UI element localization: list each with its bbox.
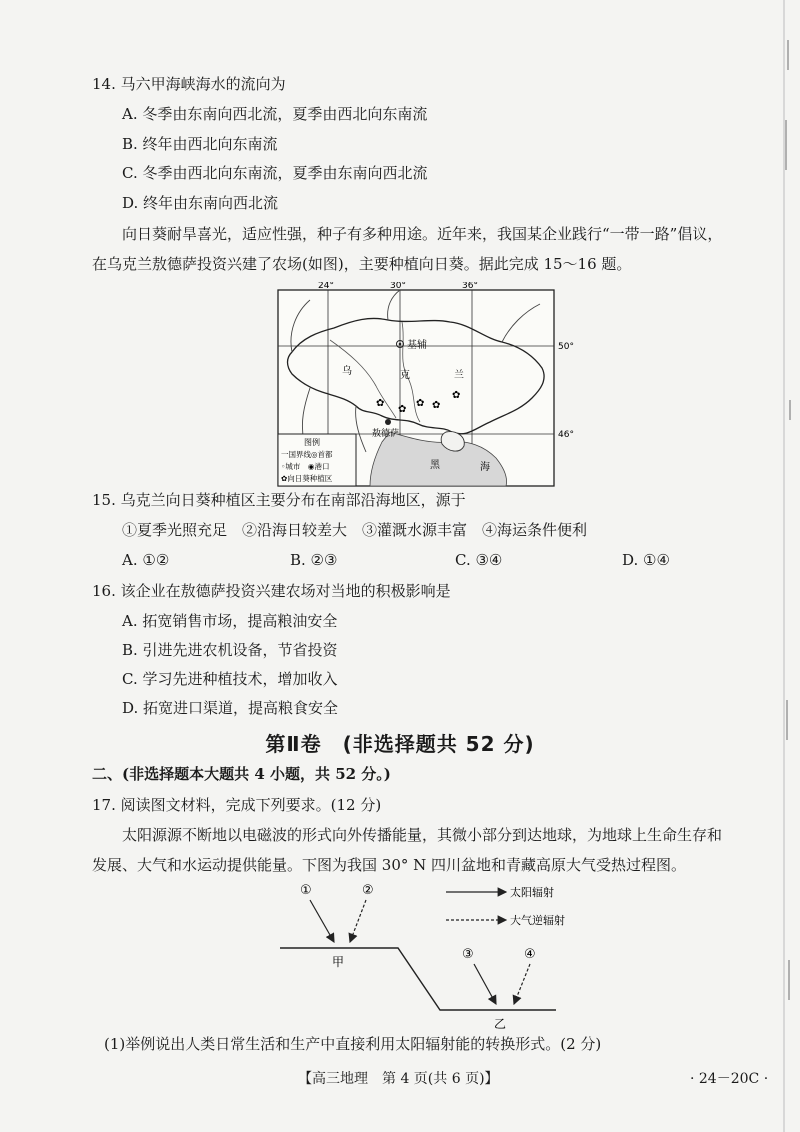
q15-stem: 15. 乌克兰向日葵种植区主要分布在南部沿海地区，源于 (92, 491, 466, 509)
legend-row-1: 一国界线◎首都 (281, 450, 333, 459)
page-code: · 24－20C · (690, 1071, 769, 1087)
q17-stem: 17. 阅读图文材料，完成下列要求。(12 分) (92, 796, 382, 814)
sunflower-icon: ✿ (416, 398, 425, 409)
q16-option-d: D. 拓宽进口渠道，提高粮食安全 (122, 699, 339, 717)
section-2-heading: 二、(非选择题本大题共 4 小题，共 52 分。) (92, 765, 391, 783)
legend-row-2: ◦城市 ◉港口 (281, 462, 330, 471)
q17-text-1: 太阳源源不断地以电磁波的形式向外传播能量，其微小部分到达地球，为地球上生命生存和 (122, 826, 723, 844)
solar-radiation-arrow (310, 900, 334, 942)
port-label: 敖德萨 (372, 429, 400, 439)
q14-option-c: C. 冬季由西北向东南流，夏季由东南向西北流 (122, 164, 428, 182)
capital-label: 基辅 (407, 340, 427, 351)
lon-label-36: 36° (462, 282, 478, 291)
page-footer: 【高三地理 第 4 页(共 6 页)】 (298, 1071, 499, 1087)
legend-row-3: ✿向日葵种植区 (281, 474, 333, 483)
sunflower-icon: ✿ (452, 390, 461, 401)
sea-char-1: 黑 (430, 460, 440, 471)
q15-option-b: B. ②③ (290, 551, 338, 569)
mark-4: ④ (524, 947, 536, 962)
q14-option-b: B. 终年由西北向东南流 (122, 135, 278, 153)
atmosphere-heating-diagram (270, 878, 580, 1034)
q16-option-a: A. 拓宽销售市场，提高粮油安全 (122, 612, 338, 630)
q16-option-b: B. 引进先进农机设备，节省投资 (122, 641, 338, 659)
legend-title: 图例 (304, 438, 320, 447)
ukraine-map (270, 282, 590, 490)
lat-label-46: 46° (558, 430, 574, 440)
mark-2: ② (362, 883, 374, 898)
legend-counter-label: 大气逆辐射 (510, 914, 565, 927)
label-jia: 甲 (332, 955, 345, 969)
q16-option-c: C. 学习先进种植技术，增加收入 (122, 670, 338, 688)
country-char-1: 乌 (342, 366, 352, 377)
q15-option-a: A. ①② (122, 551, 170, 569)
scan-edge (772, 0, 794, 1132)
country-char-2: 克 (400, 370, 410, 381)
mark-3: ③ (462, 947, 474, 962)
q14-option-d: D. 终年由东南向西北流 (122, 194, 279, 212)
sea-char-2: 海 (480, 462, 490, 473)
label-yi: 乙 (494, 1017, 507, 1031)
lon-label-24: 24° (318, 282, 334, 291)
q15-items: ①夏季光照充足 ②沿海日较差大 ③灌溉水源丰富 ④海运条件便利 (122, 521, 588, 539)
part-2-title: 第Ⅱ卷 (非选择题共 52 分) (265, 732, 535, 756)
country-char-3: 兰 (454, 370, 464, 381)
terrain-profile (280, 948, 556, 1010)
q16-stem: 16. 该企业在敖德萨投资兴建农场对当地的积极影响是 (92, 582, 451, 600)
intro-line-1: 向日葵耐旱喜光，适应性强，种子有多种用途。近年来，我国某企业践行“一带一路”倡议， (122, 225, 723, 243)
q14-stem: 14. 马六甲海峡海水的流向为 (92, 75, 286, 93)
counter-radiation-arrow (350, 900, 366, 942)
solar-radiation-arrow (474, 964, 496, 1004)
legend-solar-label: 太阳辐射 (510, 886, 554, 899)
intro-line-2: 在乌克兰敖德萨投资兴建了农场(如图)，主要种植向日葵。据此完成 15～16 题。 (92, 255, 632, 273)
lon-label-30: 30° (390, 282, 406, 291)
q17-text-2: 发展、大气和水运动提供能量。下图为我国 30° N 四川盆地和青藏高原大气受热过程图。 (92, 856, 687, 874)
q14-option-a: A. 冬季由东南向西北流，夏季由西北向东南流 (122, 105, 428, 123)
port-marker (385, 419, 391, 425)
lat-label-50: 50° (558, 342, 574, 352)
sunflower-icon: ✿ (398, 404, 407, 415)
q15-option-c: C. ③④ (455, 551, 503, 569)
sunflower-icon: ✿ (432, 400, 441, 411)
capital-marker-dot (399, 343, 402, 346)
counter-radiation-arrow (514, 964, 530, 1004)
mark-1: ① (300, 883, 312, 898)
q15-option-d: D. ①④ (622, 551, 670, 569)
sunflower-icon: ✿ (376, 398, 385, 409)
q17-subquestion-1: (1)举例说出人类日常生活和生产中直接利用太阳辐射能的转换形式。(2 分) (104, 1035, 602, 1053)
